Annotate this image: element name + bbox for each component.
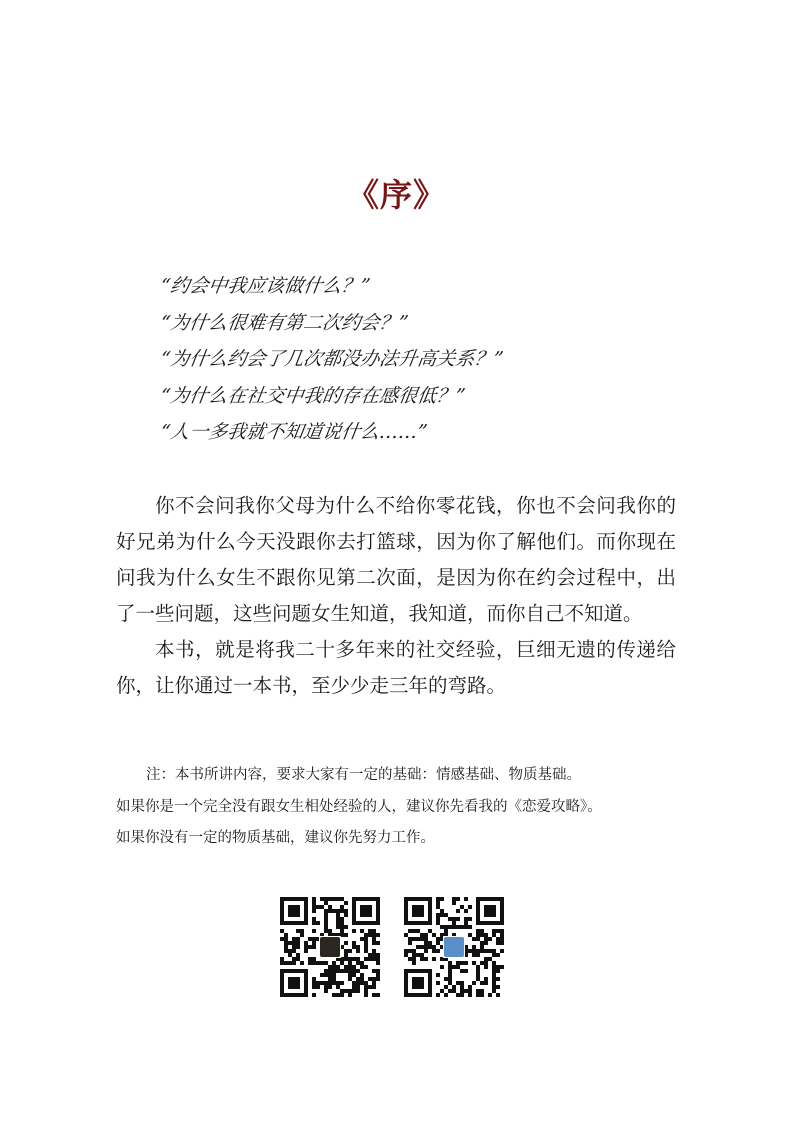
question-line: “为什么很难有第二次约会？” [159,311,410,334]
body-text [116,488,676,704]
body-paragraph: 本书，就是将我二十多年来的社交经验，巨细无遗的传递给你，让你通过一本书，至少少走三年的弯路。 [116,638,676,697]
footnote [116,760,676,855]
note-line: 注：本书所讲内容，要求大家有一定的基础：情感基础、物质基础。 [146,767,581,783]
question-line: “约会中我应该做什么？” [159,275,372,297]
qr-code-blue-logo-icon [402,895,506,999]
page-title: 《序》 [346,176,446,214]
note-line: 如果你没有一定的物质基础，建议你先努力工作。 [116,830,435,846]
question-line: “为什么约会了几次都没办法升高关系？” [159,348,505,370]
qr-code-dark-logo-icon [278,895,382,999]
qr-code-row [278,895,508,1000]
question-list [158,268,678,451]
question-line: “人一多我就不知道说什么……” [159,421,429,443]
body-paragraph: 你不会问我你父母为什么不给你零花钱，你也不会问我你的好兄弟为什么今天没跟你去打篮球，因为你了解他们。而你现在问我为什么女生不跟你见第二次面，是因为你在约会过程中，出了一些问题，这些问题女生知道，我知道，而你自己不知道。 [116,494,676,625]
note-line: 如果你是一个完全没有跟女生相处经验的人，建议你先看我的《恋爱攻略》。 [116,798,602,815]
question-line: “为什么在社交中我的存在感很低？” [159,384,467,407]
